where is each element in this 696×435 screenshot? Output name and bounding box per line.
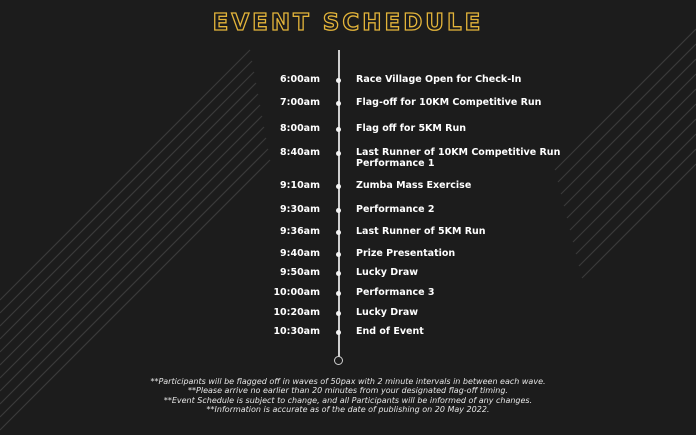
schedule-event-line: Last Runner of 10KM Competitive Run [356, 147, 561, 158]
schedule-row [0, 326, 696, 340]
schedule-row [0, 97, 696, 111]
schedule-row [0, 226, 696, 240]
timeline-dot [336, 271, 341, 276]
schedule-row [0, 267, 696, 281]
schedule-event: Prize Presentation [356, 248, 456, 259]
schedule-time: 9:36am [280, 226, 320, 237]
schedule-event: Race Village Open for Check-In [356, 74, 522, 85]
schedule-time: 7:00am [280, 97, 320, 108]
page-title: EVENT SCHEDULE [212, 10, 484, 36]
schedule-time: 9:40am [280, 248, 320, 259]
schedule-row [0, 248, 696, 262]
schedule-row [0, 287, 696, 301]
timeline-dot [336, 78, 341, 83]
timeline-dot [336, 208, 341, 213]
schedule-row [0, 123, 696, 137]
schedule-time: 9:10am [280, 180, 320, 191]
timeline-dot [336, 330, 341, 335]
footnote-line: **Participants will be flagged off in waves of 50pax with 2 minute intervals in between each wave. [150, 377, 546, 386]
schedule-event: Zumba Mass Exercise [356, 180, 472, 191]
schedule-time: 8:00am [280, 123, 320, 134]
timeline-dot [336, 184, 341, 189]
timeline-dot [336, 101, 341, 106]
footnote-line: **Information is accurate as of the date of publishing on 20 May 2022. [206, 404, 490, 414]
schedule-event: Performance 3 [356, 287, 435, 298]
timeline-dot [336, 230, 341, 235]
schedule-event: Lucky Draw [356, 267, 419, 278]
schedule-event: Performance 2 [356, 204, 435, 215]
schedule-event [356, 147, 560, 169]
schedule-time: 6:00am [280, 74, 320, 85]
schedule-time: 8:40am [280, 147, 320, 158]
footnote-line: **Event Schedule is subject to change, and all Participants will be informed of any changes. [163, 395, 533, 405]
schedule-row [0, 74, 696, 88]
schedule-event: Flag-off for 10KM Competitive Run [356, 97, 542, 108]
footnotes [0, 377, 696, 414]
schedule-time: 9:50am [280, 267, 320, 278]
timeline-dot [336, 311, 341, 316]
timeline-dot [336, 127, 341, 132]
timeline-dot [336, 291, 341, 296]
schedule-event: Lucky Draw [356, 307, 419, 318]
schedule-time: 10:20am [273, 307, 320, 318]
schedule-row [0, 307, 696, 321]
schedule-time: 10:00am [273, 287, 320, 298]
timeline-end-circle [334, 356, 343, 365]
schedule-time: 9:30am [280, 204, 320, 215]
timeline-dot [336, 252, 341, 257]
schedule-row [0, 147, 696, 169]
schedule-time: 10:30am [273, 326, 320, 337]
footnote-line: **Please arrive no earlier than 20 minutes from your designated flag-off timing. [188, 386, 508, 396]
schedule-row [0, 204, 696, 218]
timeline-dot [336, 151, 341, 156]
schedule-event: End of Event [356, 326, 424, 337]
schedule-event-line: Performance 1 [356, 158, 435, 169]
schedule-event: Last Runner of 5KM Run [356, 226, 486, 237]
schedule-row [0, 180, 696, 194]
schedule-event: Flag off for 5KM Run [356, 123, 467, 134]
